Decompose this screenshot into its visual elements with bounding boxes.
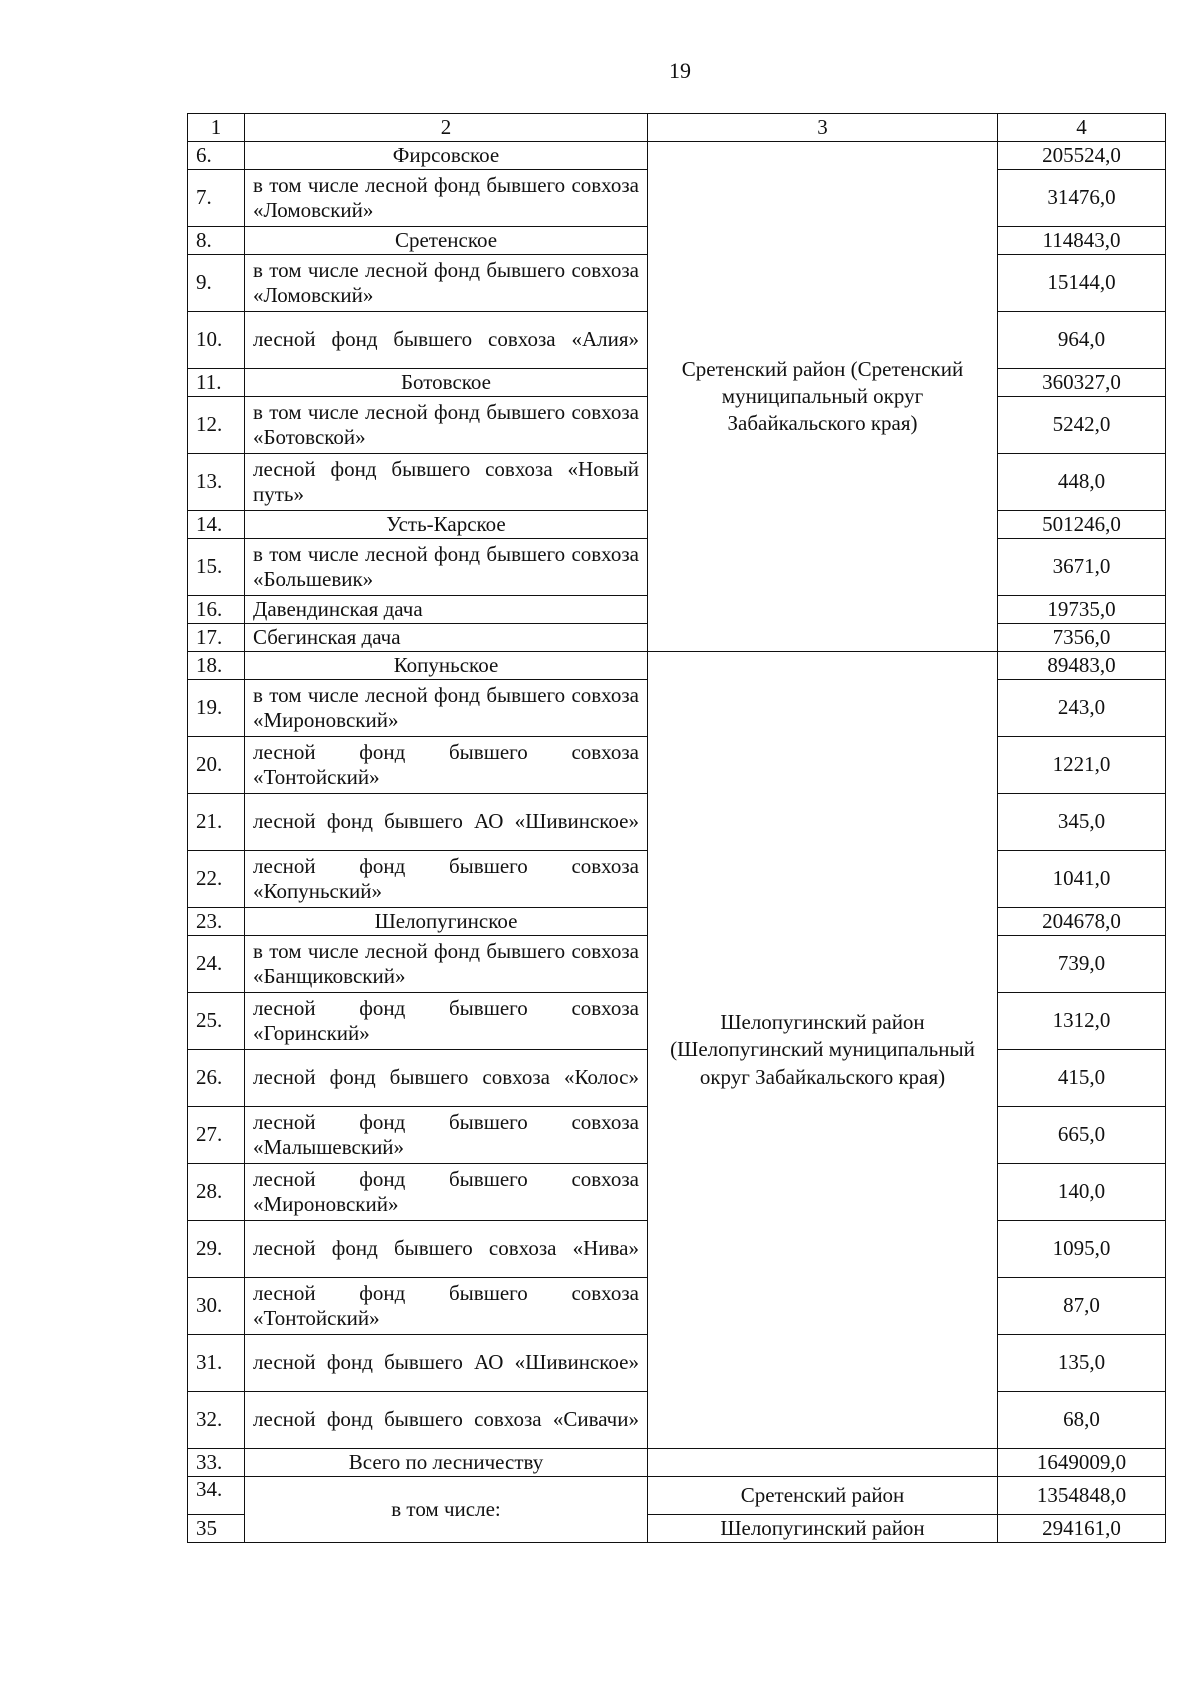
forest-name: в том числе лесной фонд бывшего совхоза «Большевик» xyxy=(245,539,648,596)
area-value: 114843,0 xyxy=(998,227,1166,255)
forest-name: лесной фонд бывшего совхоза «Тонтойский» xyxy=(245,1278,648,1335)
header-cell: 4 xyxy=(998,114,1166,142)
area-value: 294161,0 xyxy=(998,1515,1166,1543)
row-number: 13. xyxy=(188,454,245,511)
area-value: 1649009,0 xyxy=(998,1449,1166,1477)
forest-name: в том числе лесной фонд бывшего совхоза «Ломовский» xyxy=(245,170,648,227)
forest-name: лесной фонд бывшего совхоза «Тонтойский» xyxy=(245,737,648,794)
forest-name: лесной фонд бывшего совхоза «Горинский» xyxy=(245,993,648,1050)
row-number: 32. xyxy=(188,1392,245,1449)
forest-name: Фирсовское xyxy=(245,142,648,170)
row-number: 16. xyxy=(188,596,245,624)
row-number: 8. xyxy=(188,227,245,255)
row-number: 21. xyxy=(188,794,245,851)
header-cell: 1 xyxy=(188,114,245,142)
subtotal-label: в том числе: xyxy=(245,1477,648,1543)
area-value: 345,0 xyxy=(998,794,1166,851)
forest-name: лесной фонд бывшего совхоза «Копуньский» xyxy=(245,851,648,908)
total-row xyxy=(188,1449,1166,1477)
row-number: 23. xyxy=(188,908,245,936)
area-value: 1354848,0 xyxy=(998,1477,1166,1515)
area-value: 5242,0 xyxy=(998,397,1166,454)
area-value: 243,0 xyxy=(998,680,1166,737)
forest-name: лесной фонд бывшего совхоза «Алия» xyxy=(245,312,648,369)
row-number: 10. xyxy=(188,312,245,369)
row-number: 25. xyxy=(188,993,245,1050)
area-value: 87,0 xyxy=(998,1278,1166,1335)
area-value: 964,0 xyxy=(998,312,1166,369)
area-value: 415,0 xyxy=(998,1050,1166,1107)
forest-name: Сретенское xyxy=(245,227,648,255)
area-value: 19735,0 xyxy=(998,596,1166,624)
area-value: 739,0 xyxy=(998,936,1166,993)
row-number: 6. xyxy=(188,142,245,170)
forest-name: в том числе лесной фонд бывшего совхоза «Мироновский» xyxy=(245,680,648,737)
row-number: 7. xyxy=(188,170,245,227)
row-number: 22. xyxy=(188,851,245,908)
row-number: 28. xyxy=(188,1164,245,1221)
area-value: 501246,0 xyxy=(998,511,1166,539)
forest-name: лесной фонд бывшего совхоза «Новый путь» xyxy=(245,454,648,511)
page-number: 19 xyxy=(669,58,691,83)
forest-name: лесной фонд бывшего совхоза «Мироновский» xyxy=(245,1164,648,1221)
row-number: 29. xyxy=(188,1221,245,1278)
forest-name: в том числе лесной фонд бывшего совхоза «Банщиковский» xyxy=(245,936,648,993)
district-name: Сретенский район xyxy=(648,1477,998,1515)
forest-name: Ботовское xyxy=(245,369,648,397)
table-row xyxy=(188,142,1166,170)
area-value: 1095,0 xyxy=(998,1221,1166,1278)
area-value: 135,0 xyxy=(998,1335,1166,1392)
forestry-table xyxy=(187,113,1166,1543)
forest-name: в том числе лесной фонд бывшего совхоза «Ломовский» xyxy=(245,255,648,312)
header-cell: 2 xyxy=(245,114,648,142)
forest-name: Усть-Карское xyxy=(245,511,648,539)
area-value: 140,0 xyxy=(998,1164,1166,1221)
forest-name: лесной фонд бывшего совхоза «Колос» xyxy=(245,1050,648,1107)
header-row xyxy=(188,114,1166,142)
row-number: 20. xyxy=(188,737,245,794)
area-value: 31476,0 xyxy=(998,170,1166,227)
area-value: 665,0 xyxy=(998,1107,1166,1164)
area-value: 448,0 xyxy=(998,454,1166,511)
forest-name: Давендинская дача xyxy=(245,596,648,624)
area-value: 204678,0 xyxy=(998,908,1166,936)
district-cell-shelopugino: Шелопугинский район (Шелопугинский муниципальный округ Забайкальского края) xyxy=(648,652,998,1449)
row-number: 35 xyxy=(188,1515,245,1543)
row-number: 33. xyxy=(188,1449,245,1477)
area-value: 89483,0 xyxy=(998,652,1166,680)
forest-name: лесной фонд бывшего АО «Шивинское» xyxy=(245,1335,648,1392)
area-value: 205524,0 xyxy=(998,142,1166,170)
row-number: 18. xyxy=(188,652,245,680)
forest-name: Копуньское xyxy=(245,652,648,680)
row-number: 9. xyxy=(188,255,245,312)
area-value: 1041,0 xyxy=(998,851,1166,908)
area-value: 360327,0 xyxy=(998,369,1166,397)
row-number: 27. xyxy=(188,1107,245,1164)
forest-name: лесной фонд бывшего совхоза «Сивачи» xyxy=(245,1392,648,1449)
row-number: 30. xyxy=(188,1278,245,1335)
row-number: 14. xyxy=(188,511,245,539)
row-number: 24. xyxy=(188,936,245,993)
row-number: 31. xyxy=(188,1335,245,1392)
forest-name: Сбегинская дача xyxy=(245,624,648,652)
area-value: 15144,0 xyxy=(998,255,1166,312)
table-row xyxy=(188,652,1166,680)
area-value: 1221,0 xyxy=(998,737,1166,794)
area-value: 7356,0 xyxy=(998,624,1166,652)
forest-name: Шелопугинское xyxy=(245,908,648,936)
empty-cell xyxy=(648,1449,998,1477)
district-name: Шелопугинский район xyxy=(648,1515,998,1543)
row-number: 15. xyxy=(188,539,245,596)
row-number: 12. xyxy=(188,397,245,454)
row-number: 34. xyxy=(188,1477,245,1515)
row-number: 19. xyxy=(188,680,245,737)
forest-name: лесной фонд бывшего совхоза «Нива» xyxy=(245,1221,648,1278)
subtotal-row xyxy=(188,1477,1166,1515)
header-cell: 3 xyxy=(648,114,998,142)
district-cell-sretensky: Сретенский район (Сретенский муниципальный округ Забайкальского края) xyxy=(648,142,998,652)
forest-name: лесной фонд бывшего совхоза «Малышевский» xyxy=(245,1107,648,1164)
forest-name: в том числе лесной фонд бывшего совхоза «Ботовской» xyxy=(245,397,648,454)
total-label: Всего по лесничеству xyxy=(245,1449,648,1477)
row-number: 26. xyxy=(188,1050,245,1107)
row-number: 11. xyxy=(188,369,245,397)
area-value: 3671,0 xyxy=(998,539,1166,596)
area-value: 1312,0 xyxy=(998,993,1166,1050)
area-value: 68,0 xyxy=(998,1392,1166,1449)
row-number: 17. xyxy=(188,624,245,652)
forest-name: лесной фонд бывшего АО «Шивинское» xyxy=(245,794,648,851)
